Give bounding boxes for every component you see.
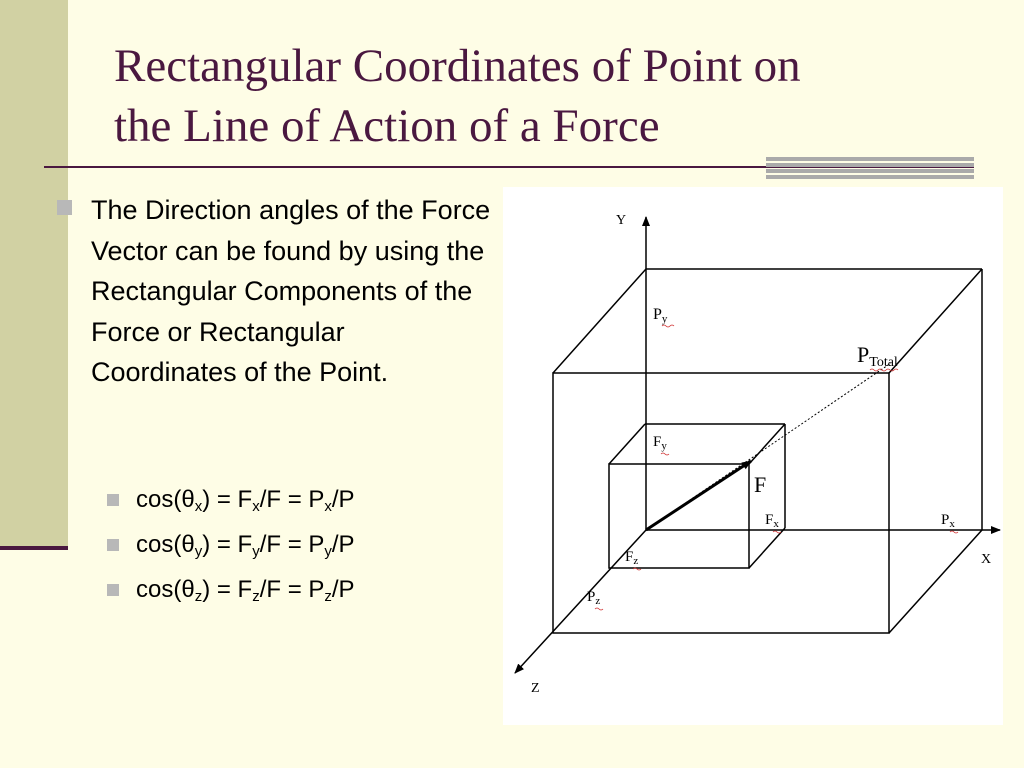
force-vector-arrow <box>646 461 751 530</box>
pz-label: $P_z$ <box>587 589 601 607</box>
slide-title <box>114 36 994 156</box>
ptotal-label: PTotal <box>857 342 898 370</box>
sub-bullet-square-icon <box>107 584 119 596</box>
inner-box-bottom-right-edge <box>749 528 785 568</box>
left-accent-band <box>0 0 68 546</box>
z-axis-label: Z <box>531 681 540 696</box>
inner-box-top-left-edge <box>609 424 645 464</box>
outer-box-bottom-right-edge <box>889 530 982 633</box>
x-axis-label: X <box>981 552 992 567</box>
outer-box-top-left-edge <box>553 269 646 373</box>
force-vector-diagram <box>503 187 1003 725</box>
sub-bullet-square-icon <box>107 494 119 506</box>
py-label: Py <box>653 306 668 325</box>
fy-underline <box>661 453 669 455</box>
main-bullet-text: The Direction angles of the Force Vector can be found by using the Rectangular Components of the Force or Rectangular Coordinates of the Point. <box>91 195 491 387</box>
outer-box-top-right-edge <box>889 269 982 373</box>
px-label: $P_x$ <box>941 512 955 530</box>
inner-box-top-right-edge <box>749 424 785 464</box>
y-axis-label: Y <box>616 213 627 228</box>
slide-title-line-2: the Line of Action of a Force <box>114 100 660 152</box>
outer-box-front-face <box>553 373 889 633</box>
pz-underline <box>595 608 603 610</box>
bullet-square-icon <box>57 200 72 215</box>
fz-label: $F_z$ <box>625 549 639 567</box>
px-underline <box>950 531 958 533</box>
slide-title-line-1: Rectangular Coordinates of Point on <box>114 40 801 92</box>
left-accent-line <box>0 546 68 550</box>
diagram-svg <box>503 187 1003 725</box>
sub-bullet-cos-theta-z: $\cos(\theta_z) = F_z/F = P_z/P$ <box>136 576 355 605</box>
sub-bullet-square-icon <box>107 539 119 551</box>
py-underline <box>662 325 674 327</box>
outer-box <box>553 269 982 633</box>
fy-label: $F_y$ <box>653 434 667 452</box>
fx-label: $F_x$ <box>765 512 779 530</box>
fx-underline <box>773 531 781 533</box>
decorative-striped-bar <box>766 157 974 179</box>
sub-bullet-cos-theta-x: $\cos(\theta_x) = F_x/F = P_x/P$ <box>136 486 355 515</box>
sub-bullet-cos-theta-y: $\cos(\theta_y) = F_y/F = P_y/P$ <box>136 531 355 560</box>
force-label: F <box>754 472 767 497</box>
